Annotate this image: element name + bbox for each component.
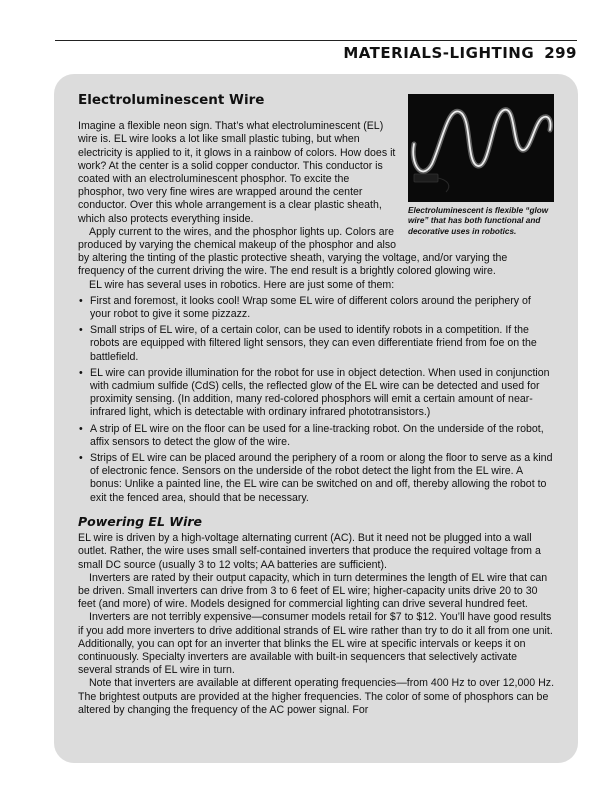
powering-paragraph-2: Inverters are rated by their output capacity, which in turn determines the length of EL wire that can be driven. Small inverters can drive from 3 to 6 feet of EL wire; higher-capacity units drive 20 to 30 feet (and more) of wire. Models designed for commercial lighting can drive several hundred feet. — [78, 571, 548, 611]
header-rule — [55, 40, 577, 41]
intro-paragraph-3: EL wire has several uses in robotics. Here are just some of them: — [89, 278, 395, 291]
article-title: Electroluminescent Wire — [78, 92, 265, 108]
intro-paragraph-2: Apply current to the wires, and the phosphor lights up. Colors are produced by varying the chemical makeup of the phosphor and also by altering the tinting of the plastic protective sheath, varying the voltage, and/or varying the frequency of the current driving the wire. The end result is a brightly colored glowing wire. — [78, 225, 508, 278]
list-item: • Strips of EL wire can be placed around the periphery of a room or along the floor to serve as a kind of electronic fence. Sensors on the underside of the robot detect the light from the EL wire. A bonus: Unlike a painted line, the EL wire can be switched on and off, thereby allowing the robot to exit the fenced area, should that be necessary. — [79, 452, 553, 504]
uses-list — [78, 295, 554, 505]
article — [78, 94, 554, 717]
list-item: • EL wire can provide illumination for the robot for use in object detection. When used in conjunction with cadmium sulfide (CdS) cells, the reflected glow of the EL wire can be detected and used for proximity sensing. (In addition, many red-colored phosphors will emit a certain amount of near-infrared light, which is detectable with ordinary infrared phototransistors.) — [79, 366, 550, 419]
figure-caption: Electroluminescent is flexible “glow wire” that has both functional and decorative uses in robotics. — [408, 206, 549, 236]
intro-paragraph-1: Imagine a flexible neon sign. That’s what electroluminescent (EL) wire is. EL wire looks a lot like small plastic tubing, but when electricity is applied to it, it glows in a rainbow of colors. How does it work? At the center is a solid copper conductor. This conductor is coated with an electroluminescent phosphor. To excite the phosphor, two very fine wires are wrapped around the center conductor. Over this whole arrangement is a clear plastic sheath, which also protects everything inside. — [78, 120, 396, 225]
section-title: MATERIALS-LIGHTING — [343, 44, 535, 62]
powering-paragraph-3: Inverters are not terribly expensive—consumer models retail for $7 to $12. You’ll have good results if you add more inverters to drive additional strands of EL wire rather than try to do it all from one unit. Additionally, you can opt for an inverter that blinks the EL wire at specific intervals or keeps it on continuously. Specialty inverters are available with built-in sequencers that selectively activate several strands of EL wire in turn. — [78, 611, 553, 677]
list-item: • A strip of EL wire on the floor can be used for a line-tracking robot. On the underside of the robot, affix sensors to detect the glow of the wire. — [79, 422, 544, 448]
powering-paragraph-1: EL wire is driven by a high-voltage alternating current (AC). But it need not be plugged into a wall outlet. Rather, the wire uses small self-contained inverters that produce the required voltage from a small DC source (usually 3 to 12 volts; AA batteries are sufficient). — [78, 532, 541, 571]
page-number: 299 — [544, 44, 577, 62]
list-item: • First and foremost, it looks cool! Wrap some EL wire of different colors around the periphery of your robot to give it some pizzazz. — [79, 294, 531, 321]
el-wire-photo — [408, 94, 554, 202]
figure — [408, 94, 554, 237]
powering-paragraph-4: Note that inverters are available at different operating frequencies—from 400 Hz to over 12,000 Hz. The brightest outputs are provided at the higher frequencies. The color of some of phosphors can be altered by changing the frequency of the AC power signal. For — [78, 677, 555, 716]
section-heading: Powering EL Wire — [78, 513, 202, 529]
list-item: • Small strips of EL wire, of a certain color, can be used to identify robots in a competition. If the robots are equipped with filtered light sensors, they can even differentiate friend from foe on the battlefield. — [79, 324, 537, 363]
running-header — [343, 44, 577, 62]
